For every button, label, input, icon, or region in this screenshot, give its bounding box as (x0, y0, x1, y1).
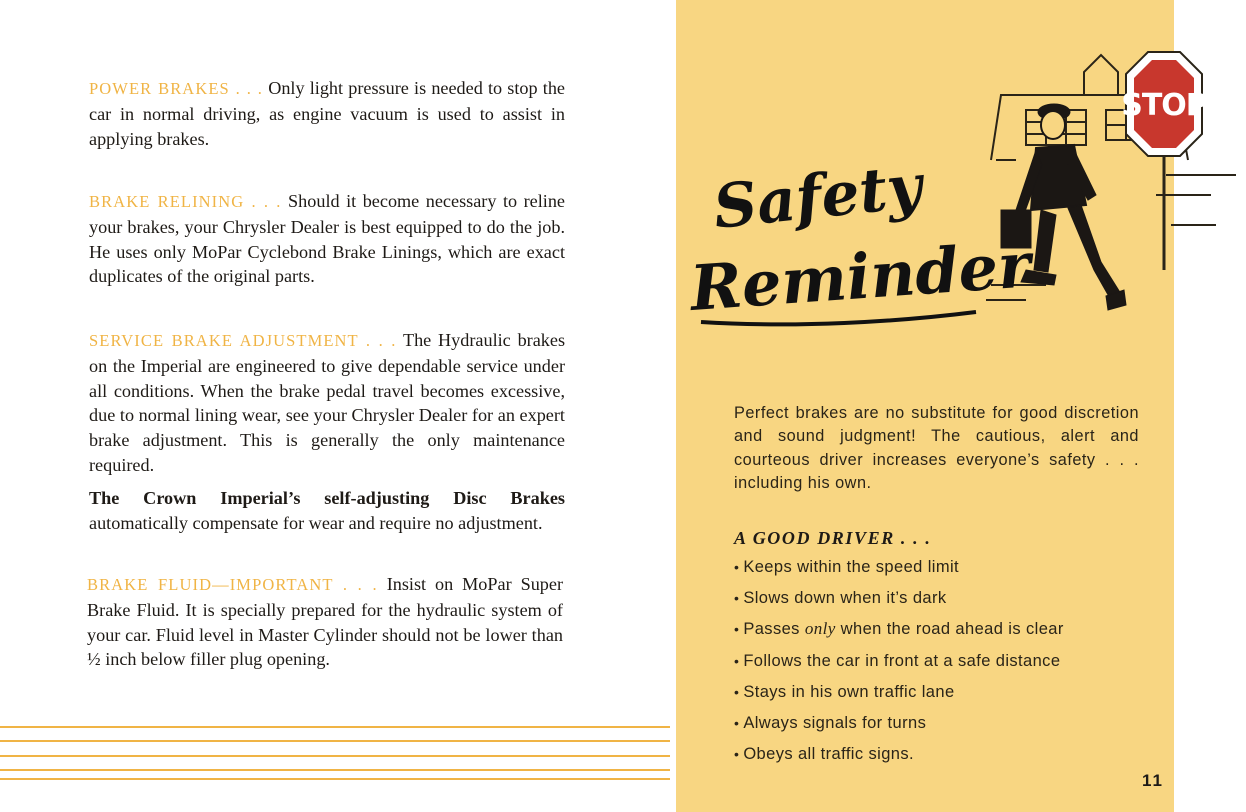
rule-line (0, 740, 670, 742)
brake-fluid-paragraph (87, 572, 563, 672)
list-item: • Follows the car in front at a safe distance (734, 651, 1061, 670)
list-item: • Obeys all traffic signs. (734, 745, 915, 764)
crown-imperial-text: automatically compensate for wear and require no adjustment. (89, 512, 543, 533)
rule-line (0, 769, 670, 771)
brake-fluid-heading: BRAKE FLUID—IMPORTANT . . . (87, 575, 378, 594)
brake-relining-paragraph (89, 189, 565, 289)
list-item: • Always signals for turns (734, 713, 927, 732)
safety-title: Safety (710, 151, 926, 243)
list-item: • Keeps within the speed limit (734, 558, 960, 576)
service-adjustment-paragraph (89, 328, 565, 478)
bullet-icon: • (734, 559, 740, 575)
stop-sign-text: STOP (1121, 88, 1207, 123)
reminder-title: Reminder (687, 228, 1033, 325)
good-driver-heading: A GOOD DRIVER . . . (734, 528, 932, 548)
brake-relining-heading: BRAKE RELINING . . . (89, 192, 282, 211)
crown-imperial-note (89, 486, 565, 536)
safety-illustration (676, 0, 1246, 360)
service-adjustment-heading: SERVICE BRAKE ADJUSTMENT . . . (89, 331, 397, 350)
intro-text: Perfect brakes are no substitute for good discretion and sound judgment! The cautious, alert and courteous driver increases everyone’s safety . . . including his own. (734, 404, 1139, 492)
list-item: • Passes only when the road ahead is clear (734, 619, 1064, 639)
crown-imperial-bold: The Crown Imperial’s self-adjusting Disc Brakes (89, 488, 565, 508)
power-brakes-paragraph (89, 76, 565, 151)
right-page (676, 0, 1246, 812)
bullet-icon: • (734, 683, 740, 700)
list-item: • Stays in his own traffic lane (734, 682, 955, 701)
brake-fluid-text: Insist on MoPar Super Brake Fluid. It is specially prepared for the hydraulic system of your car. Fluid level in Master Cylinder should not be lower than ½ inch below filler plug opening. (87, 574, 564, 670)
list-item: • Slows down when it’s dark (734, 589, 947, 608)
power-brakes-text: Only light pressure is needed to stop the car in normal driving, as engine vacuum is used to assist in applying brakes. (89, 78, 566, 149)
bullet-icon: • (734, 621, 740, 638)
decorative-rules (0, 726, 670, 782)
bullet-icon: • (734, 652, 740, 669)
service-adjustment-text: brakes on the Imperial are engineered to give dependable service under all conditions. When the brake pedal travel becomes excessive, due to normal lining wear, see your Chrysler Dealer for an expert brake adjustment. This is generally the only maintenance required. (89, 330, 566, 475)
bullet-icon: • (734, 714, 740, 731)
brake-relining-text: Should it become necessary to reline your brakes, your Chrysler Dealer is best equipped to do the job. He uses only MoPar Cyclebond Brake Linings, which are exact duplicates of the original parts. (89, 191, 566, 287)
good-driver-list (734, 554, 1154, 772)
stop-sign-icon (1121, 52, 1207, 270)
bullet-icon: • (734, 746, 740, 763)
rule-line (0, 726, 670, 728)
page-number: 11 (1142, 771, 1164, 790)
bullet-icon: • (734, 590, 740, 607)
service-adjustment-lead: The Hydraulic (402, 330, 511, 350)
rule-line (0, 778, 670, 780)
rule-line (0, 755, 670, 757)
power-brakes-heading: POWER BRAKES . . . (89, 79, 264, 98)
